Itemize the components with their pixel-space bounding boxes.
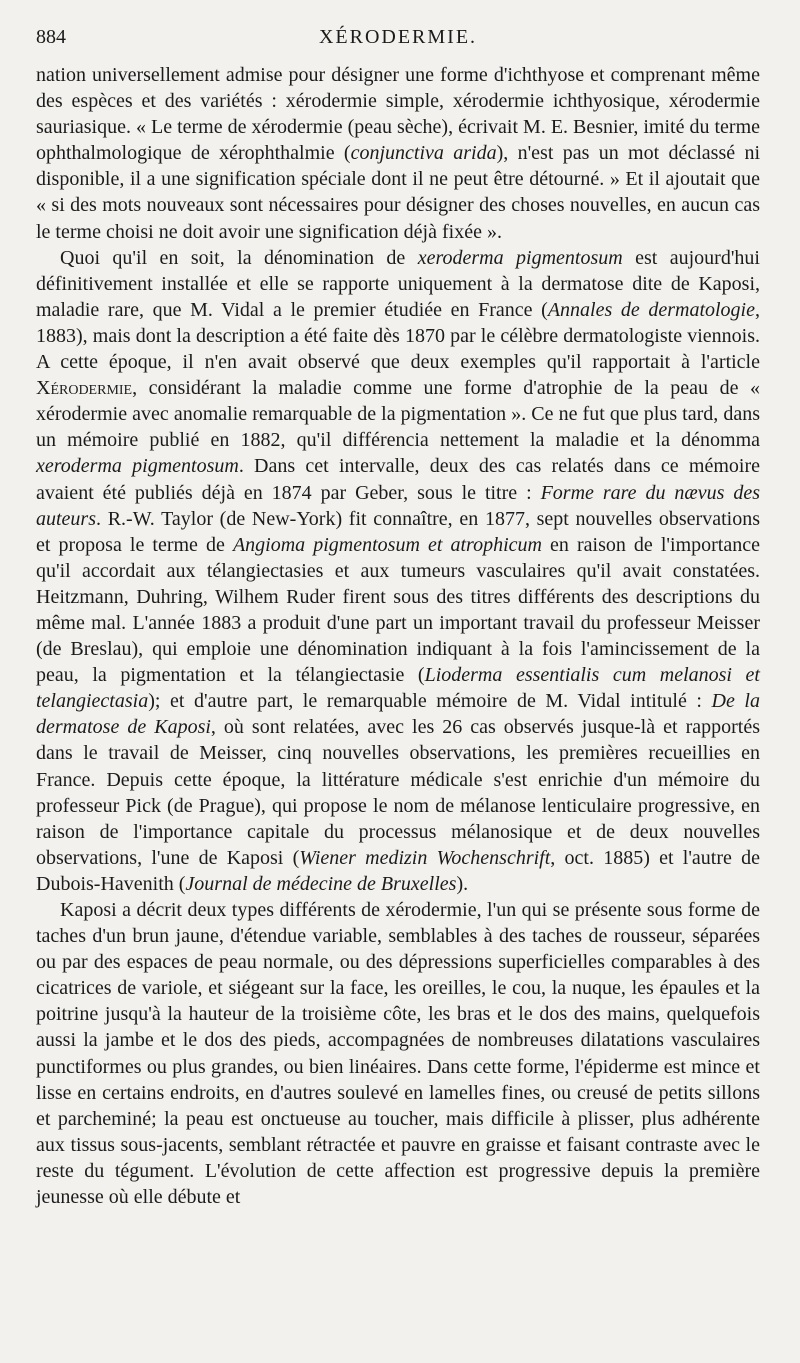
- italic-run: Journal de médecine de Bruxelles: [185, 872, 457, 895]
- italic-run: Forme rare du nævus des auteurs: [36, 481, 760, 530]
- paragraph: [36, 245, 760, 897]
- text-run: , où sont relatées, avec les 26 cas observés jusque-là et rapportés dans le travail de Meisser, cinq nouvelles observations, les premières recueillies en France. Depuis cette époque, la littérature médicale s'est enrichie d'un mémoire du professeur Pick (de Prague), qui propose le nom de mélanose lenticulaire progressive, en raison de l'importance capitale du processus mélanosique et de deux nouvelles observations, l'une de Kaposi (: [36, 716, 760, 869]
- italic-run: Angioma pigmentosum et atrophicum: [232, 533, 542, 556]
- page-number: 884: [36, 26, 66, 48]
- text-run: ), n'est pas un mot déclassé ni disponible, il a une signification spéciale dont il ne peut être détourné. » Et il ajoutait que « si des mots nouveaux sont nécessaires pour désigner des choses nouvelles, en aucun cas le terme choisi ne doit avoir une signification déjà fixée ».: [36, 142, 761, 243]
- text-run: ); et d'autre part, le remarquable mémoire de M. Vidal intitulé :: [148, 690, 712, 713]
- text-run: . R.-W. Taylor (de New-York) fit connaître, en 1877, sept nouvelles observations et proposa le terme de: [36, 507, 760, 556]
- text-run: . Dans cet intervalle, deux des cas relatés dans ce mémoire avaient été publiés déjà en 1874 par Geber, sous le titre :: [36, 455, 760, 504]
- text-run: est aujourd'hui définitivement installée et elle se rapporte uniquement à la dermatose dite de Kaposi, maladie rare, que M. Vidal a le premier étudiée en France (: [36, 246, 760, 321]
- italic-run: xeroderma pigmentosum: [417, 246, 623, 269]
- text-run: en raison de l'importance qu'il accordait aux télangiectasies et aux tumeurs vasculaires qu'il avait constatées. Heitzmann, Duhring, Wilhem Ruder firent sous des titres différents des descriptions du même mal. L'année 1883 a produit d'une part un important travail du professeur Meisser (de Breslau), qui emploie une dénomination indiquant à la fois l'amincissement de la peau, la pigmentation et la télangiectasie (: [36, 533, 760, 687]
- text-run: nation universellement admise pour désigner une forme d'ichthyose et comprenant même des espèces et des variétés : xérodermie simple, xérodermie ichthyosique, xérodermie sauriasique. « Le terme de xérodermie (peau sèche), écrivait M. E. Besnier, imité du terme ophthalmologique de xérophthalmie (: [36, 64, 760, 165]
- text-run: Kaposi a décrit deux types différents de xérodermie, l'un qui se présente sous forme de taches d'un brun jaune, d'étendue variable, semblables à des taches de rousseur, séparées ou par des espaces de peau normale, ou des dépressions superficielles comparables à des cicatrices de variole, et siégeant sur la face, les oreilles, le cou, la nuque, les épaules et la poitrine jusqu'à la hauteur de la troisième côte, les bras et le dos des mains, quelquefois aussi la jambe et le dos des pieds, accompagnées de nombreuses dilatations vasculaires punctiformes ou plus grandes, ou bien linéaires. Dans cette forme, l'épiderme est mince et lisse en certains endroits, en d'autres soulevé en lamelles fines, ou creusé de petits sillons et parcheminé; la peau est onctueuse au toucher, mais difficile à plisser, plus adhérente aux tissus sous-jacents, semblant rétractée et pauvre en graisse et faisant contraste avec le reste du tégument. L'évolution de cette affection est progressive depuis la première jeunesse où elle débute et: [36, 899, 760, 1209]
- italic-run: Annales de dermatologie: [547, 298, 755, 321]
- running-title: XÉRODERMIE.: [318, 26, 478, 48]
- text-run: , oct. 1885) et l'autre de Dubois-Havenith (: [36, 846, 760, 895]
- body-text: [36, 62, 760, 1210]
- text-run: ).: [456, 872, 469, 895]
- smallcaps-run: Xérodermie: [36, 377, 133, 400]
- page-header: [36, 26, 760, 62]
- paragraph: [36, 62, 760, 245]
- italic-run: De la dermatose de Kaposi: [36, 690, 760, 739]
- paragraph: [36, 897, 760, 1210]
- text-run: , considérant la maladie comme une forme d'atrophie de la peau de « xérodermie avec anomalie remarquable de la pigmentation ». Ce ne fut que plus tard, dans un mémoire publié en 1882, qu'il différencia nettement la maladie et la dénomma: [36, 377, 760, 452]
- italic-run: conjunctiva arida: [350, 142, 497, 165]
- text-run: Quoi qu'il en soit, la dénomination de: [60, 246, 418, 269]
- text-run: , 1883), mais dont la description a été faite dès 1870 par le célèbre dermatologiste viennois. A cette époque, il n'en avait observé que deux exemples qu'il rapportait à l'article: [36, 298, 760, 374]
- italic-run: Wiener medizin Wochenschrift: [299, 846, 551, 869]
- italic-run: Lioderma essentialis cum melanosi et telangiectasia: [36, 664, 760, 713]
- italic-run: xeroderma pigmentosum: [36, 455, 239, 478]
